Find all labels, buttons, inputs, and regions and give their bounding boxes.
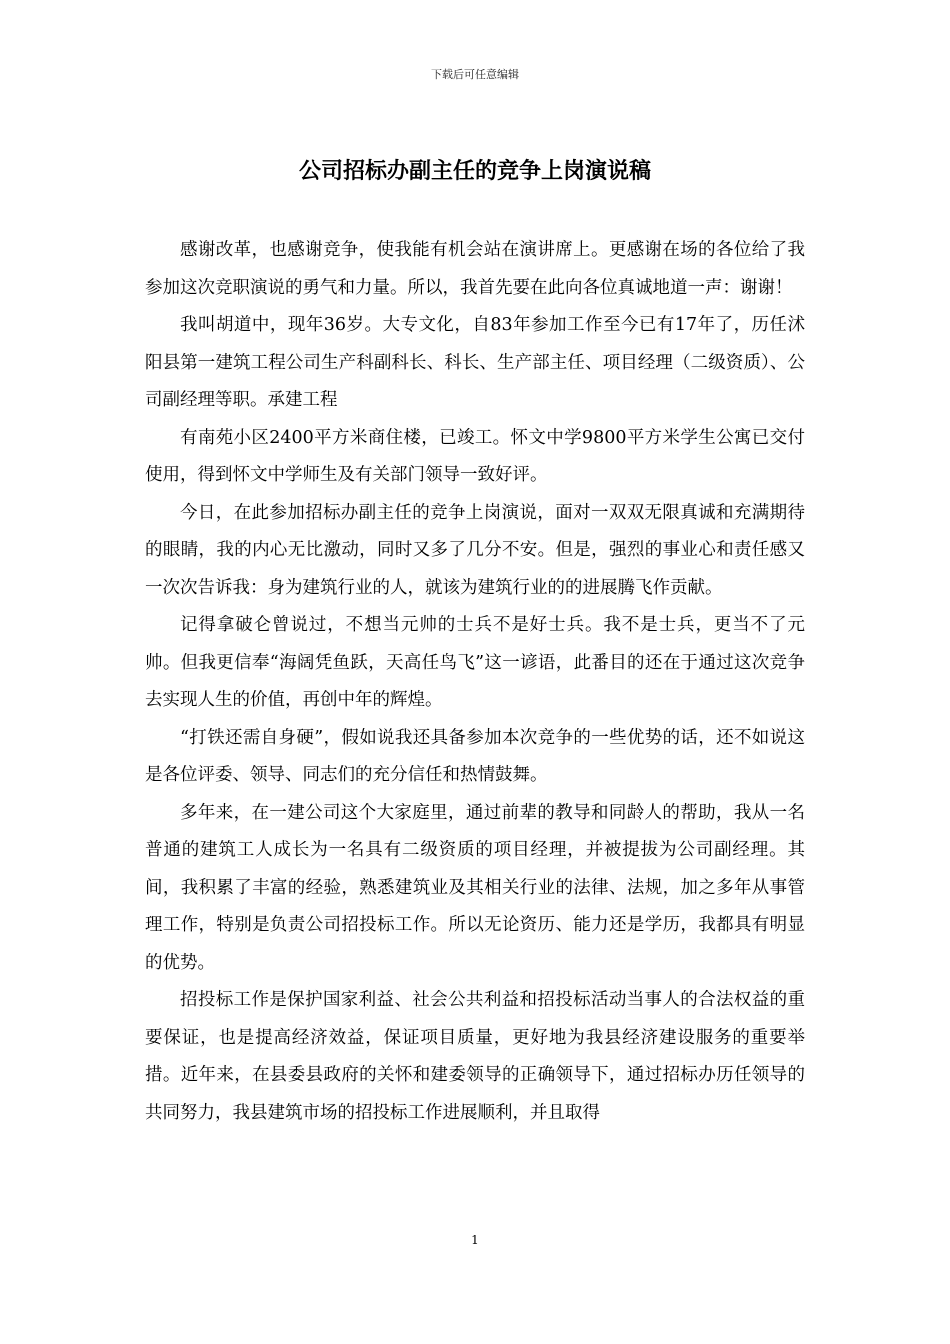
page-header-note: 下载后可任意编辑	[431, 68, 519, 81]
paragraph: 有南苑小区2400平方米商住楼，已竣工。怀文中学9800平方米学生公寓已交付使用，得到怀文中学师生及有关部门领导一致好评。	[145, 427, 805, 485]
document-body	[145, 232, 805, 1132]
paragraph: 今日，在此参加招标办副主任的竞争上岗演说，面对一双双无限真诚和充满期待的眼睛，我的内心无比激动，同时又多了几分不安。但是，强烈的事业心和责任感又一次次告诉我：身为建筑行业的人，就该为建筑行业的的进展腾飞作贡献。	[145, 502, 805, 598]
paragraph: 多年来，在一建公司这个大家庭里，通过前辈的教导和同龄人的帮助，我从一名普通的建筑工人成长为一名具有二级资质的项目经理，并被提拔为公司副经理。其间，我积累了丰富的经验，熟悉建筑业及其相关行业的法律、法规，加之多年从事管理工作，特别是负责公司招投标工作。所以无论资历、能力还是学历，我都具有明显的优势。	[145, 802, 805, 973]
page-number: 1	[471, 1233, 479, 1247]
paragraph: 招投标工作是保护国家利益、社会公共利益和招投标活动当事人的合法权益的重要保证，也是提高经济效益，保证项目质量，更好地为我县经济建设服务的重要举措。近年来，在县委县政府的关怀和建委领导的正确领导下，通过招标办历任领导的共同努力，我县建筑市场的招投标工作进展顺利，并且取得	[145, 990, 805, 1123]
paragraph: 感谢改革，也感谢竞争，使我能有机会站在演讲席上。更感谢在场的各位给了我参加这次竞职演说的勇气和力量。所以，我首先要在此向各位真诚地道一声：谢谢！	[145, 240, 805, 298]
paragraph: 记得拿破仑曾说过，不想当元帅的士兵不是好士兵。我不是士兵，更当不了元帅。但我更信奉“海阔凭鱼跃，天高任鸟飞”这一谚语，此番目的还在于通过这次竞争去实现人生的价值，再创中年的辉煌。	[145, 615, 805, 710]
paragraph: “打铁还需自身硬”，假如说我还具备参加本次竞争的一些优势的话，还不如说这是各位评委、领导、同志们的充分信任和热情鼓舞。	[145, 727, 805, 785]
document-title: 公司招标办副主任的竞争上岗演说稿	[298, 158, 651, 184]
paragraph: 我叫胡道中，现年36岁。大专文化，自83年参加工作至今已有17年了，历任沭阳县第一建筑工程公司生产科副科长、科长、生产部主任、项目经理（二级资质）、公司副经理等职。承建工程	[145, 315, 805, 410]
